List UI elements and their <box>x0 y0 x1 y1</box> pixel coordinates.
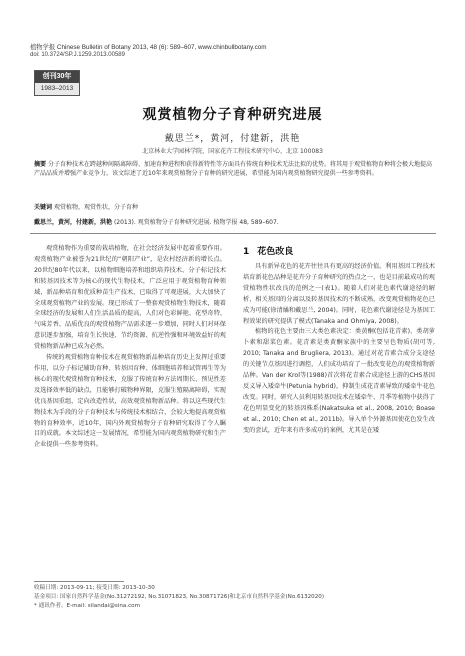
section-number: 1 <box>243 247 250 257</box>
doi-line: doi: 10.3724/SP.J.1259.2013.00589 <box>30 52 125 58</box>
article-title: 观赏植物分子育种研究进展 <box>142 107 323 123</box>
keywords-text: 观赏植物，观赏性状，分子育种 <box>53 204 138 211</box>
footnotes <box>34 584 325 611</box>
keywords-label: 关键词 <box>34 204 53 211</box>
abstract-label: 摘要 <box>34 161 47 168</box>
body-paragraph: 具有新异花色的花卉往往具有更高的经济价值。利用基因工程技术培育新花色品种是花卉分子育种研究的热点之一，也是目前最成功的观赏植物性状改良的范例之一(表1)。随着人们对花色素代谢途径的解析，相关基因的分离以及转基因技术的不断成熟，改变观赏植物花色已成为可能(徐清燏和戴思兰, 2004)。同时，花色素代谢途径是为基因工程效果的研究提供了模式(Tanaka and Ohmiya, 2008)。 <box>243 263 435 325</box>
citation-text: (2013). 观赏植物分子育种研究进展. 植物学报 48, 589–607. <box>113 219 279 226</box>
badge-bottom-label: 1983–2013 <box>40 85 74 92</box>
body-paragraph: 植物的花色主要由三大类色素决定：类黄酮(包括花青素)、类胡萝卜素和甜菜色素。花青素是类黄酮家族中的主要呈色物质(胡可等, 2010; Tanaka and Brugliera, 2013)。通过对花青素合成分支途径的关键节点基因进行调控，人们成功培育了一批改变花色的观赏植物新品种。Van der Krol等(1988)首次将花青素合成途径上游的CHS基因反义导入矮牵牛(Petunia hybrid)，抑制生成花青素导致的矮牵牛花色改变。同时，研究人员利用转基因技术在矮牵牛、月季等植物中获得了花色明显变化的转基因株系(Nakatsuka et al., 2008, 2010; Boase et al., 2010; Chen et al., 2011b)。导入单个外源基因使花色发生改变的尝试，近年来有许多成功的案例，尤其是在矮 <box>243 328 435 434</box>
article-authors: 戴思兰*，黄河，付建新，洪艳 <box>164 134 301 144</box>
left-column <box>34 244 226 451</box>
badge-top-label: 创刊30年 <box>35 71 79 83</box>
abstract <box>34 160 432 178</box>
footnote-funding: 基金项目: 国家自然科学基金(No.31272192, No.31071823, No.30871726)和北京市自然科学基金(No.6132020) <box>34 594 325 600</box>
keywords <box>34 202 432 211</box>
journal-header: 植物学报 Chinese Bulletin of Botany 2013, 48 (6): 589–607, www.chinbullbotany.com <box>30 44 267 51</box>
body-paragraph: 观赏植物作为重要的栽培植物，在社会经济发展中起着重要作用。观赏植物产业被誉为21世纪的“朝阳产业”，是农村经济新的增长点。20世纪80年代以来，以植物细胞培养和组织培养技术、分子标记技术和转基因技术等为核心的现代生物技术，广泛应用于观赏植物育种领域，新品种培育和优质种苗生产技术，已取得了可观进展，大大加快了全球观赏植物产业的发展。现已形成了一整套观赏植物生物技术，随着全球经济的发展和人们生活品质的提高，人们对色彩鲜艳、花型奇特、气味芳香、品质优良的观赏植物产品需求逐一步增加，同时人们对环保意识逐步加强，培育生长快速、节约资源、抗逆性强和环境效益好的观赏植物新品种已成为必然。 <box>34 245 226 351</box>
header-divider <box>30 233 436 234</box>
footnote-received: 收稿日期: 2013-09-11; 接受日期: 2013-10-30 <box>34 585 155 591</box>
citation-authors: 戴思兰，黄河，付建新，洪艳 <box>34 219 113 226</box>
right-column <box>243 262 435 437</box>
footnote-divider <box>34 581 124 582</box>
article-affiliation: 北京林业大学园林学院，国家花卉工程技术研究中心，北京 100083 <box>142 148 323 155</box>
anniversary-badge <box>34 70 80 96</box>
section-heading <box>243 244 293 257</box>
abstract-text: 分子育种技术在跨越种间隔离障碍、加速育种进程和获得新特性等方面具有传统育种技术无法比拟的优势。将其用于观赏植物育种将会极大地提高产品品质并增强产业竞争力。该文综述了近10年来观赏植物分子育种的研究进展，希望能为国内观赏植物研究提供一些参考资料。 <box>34 161 432 177</box>
citation <box>34 217 432 226</box>
section-title: 花色改良 <box>257 247 294 257</box>
body-paragraph: 传统的观赏植物育种技术在观赏植物新品种培育历史上发挥过重要作用，以分子标记辅助育种、转基因育种、体细胞培养和试管再生等为核心的现代观赏植物育种技术，克服了传统育种方法周期长、预见性差及选择效率低的缺点，且能够打破物种界限，克服生殖隔离障碍，实现优良基因重组，定向改造性状，高效观赏植物新品种。将以这些现代生物技术为手段的分子育种技术与传统技术相结合，会较大地提高观赏植物的育种效率，近10年，国内外观赏植物分子育种研究取得了令人瞩目的成就。本文综述这一发展情况，希望能为国内观赏植物研究和生产企业提供一些参考资料。 <box>34 354 226 449</box>
footnote-email: * 通讯作者。E-mail: silandai@sina.com <box>34 603 141 609</box>
